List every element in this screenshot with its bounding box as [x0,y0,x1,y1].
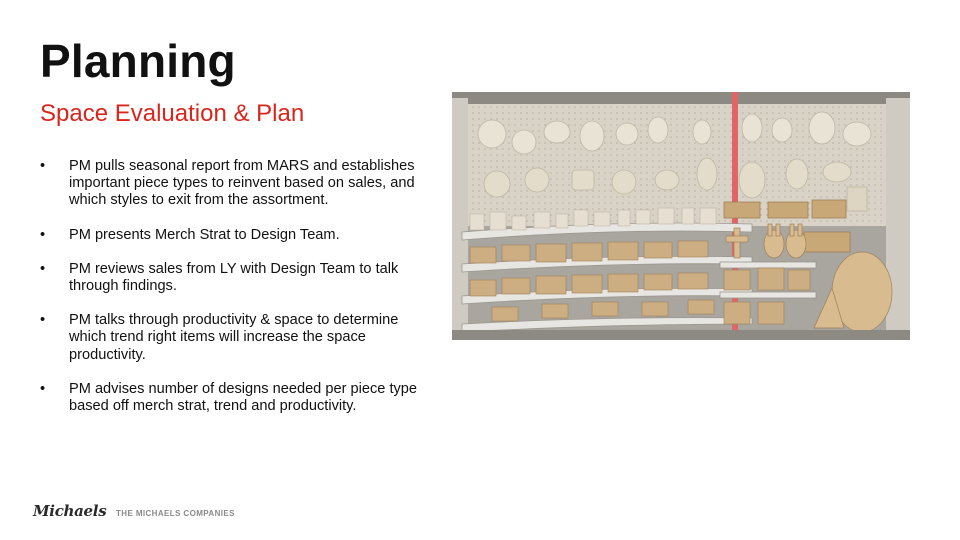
bullet-item [40,312,425,364]
bullet-text: PM talks through productivity & space to determine which trend right items will increase the space productivity. [69,312,399,363]
bullet-marker: • [40,226,46,243]
bullet-text: PM pulls seasonal report from MARS and establishes important piece types to reinvent based on sales, and which styles to exit from the assortment. [69,158,415,209]
bullet-item [40,261,425,295]
bullet-text: PM advises number of designs needed per piece type based off merch strat, trend and productivity. [69,380,418,415]
bullet-text: PM reviews sales from LY with Design Team to talk through findings. [69,260,399,295]
bullet-marker: • [40,260,46,277]
wood-craft-display-illustration [452,92,910,340]
bullet-marker: • [40,158,46,174]
michaels-logo: Michaels [33,502,107,520]
bullet-marker: • [40,380,46,397]
store-display-photo [452,92,910,340]
footer-company-name: THE MICHAELS COMPANIES [116,509,235,518]
bullet-list [40,158,425,432]
bullet-text: PM presents Merch Strat to Design Team. [69,226,340,243]
bullet-marker: • [40,312,46,329]
bullet-item [40,381,425,415]
slide-title: Planning [40,35,236,87]
bullet-item [40,158,425,210]
slide-subtitle: Space Evaluation & Plan [40,100,305,127]
bullet-item [40,227,425,244]
